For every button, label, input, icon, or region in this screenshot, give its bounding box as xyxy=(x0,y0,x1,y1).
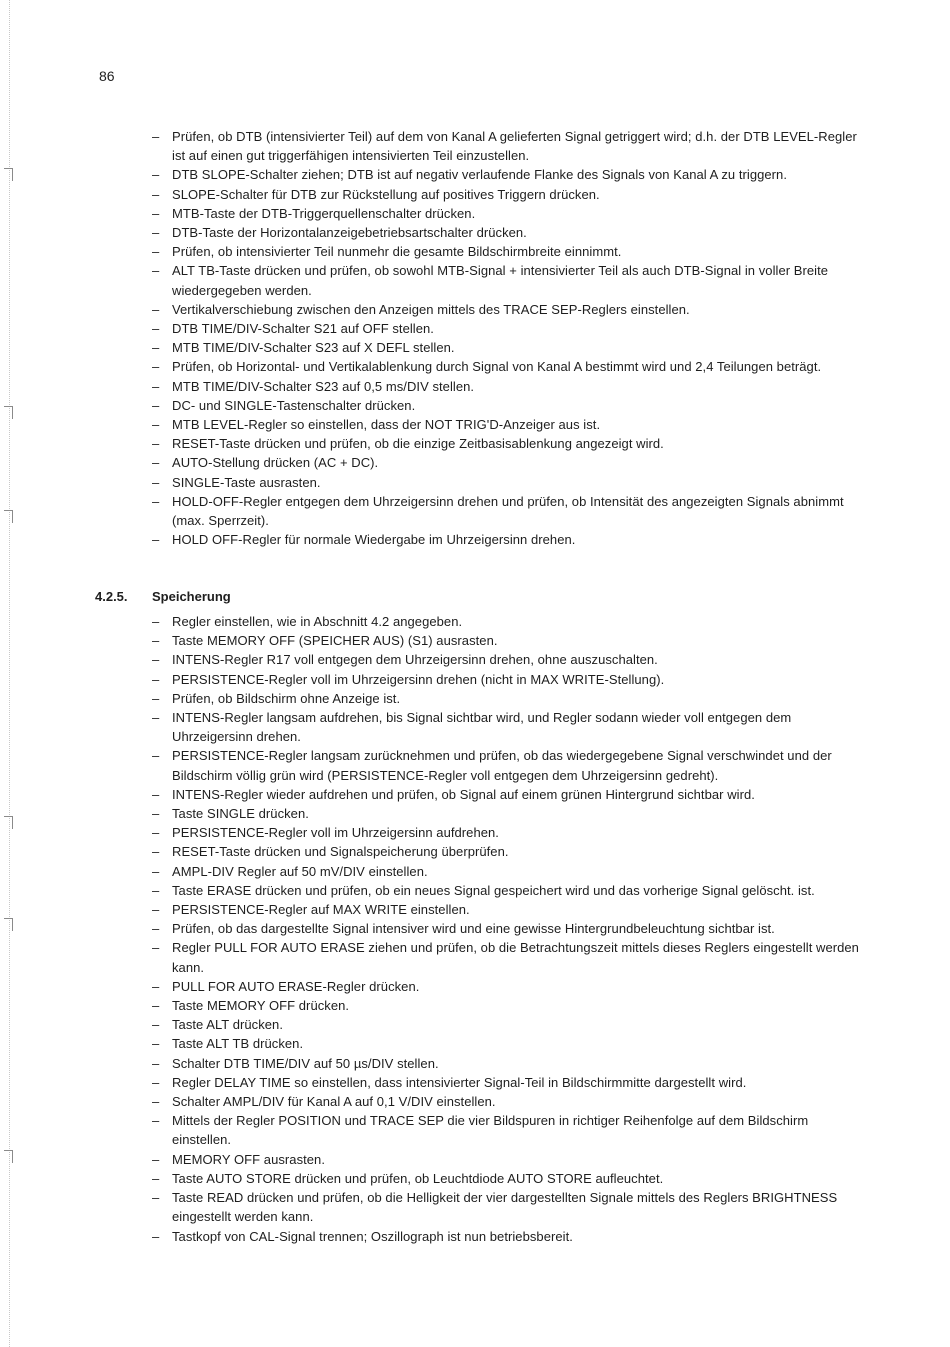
bullet-dash: – xyxy=(152,340,160,356)
bullet-dash: – xyxy=(152,359,160,375)
bullet-dash: – xyxy=(152,978,160,994)
bullet-dash: – xyxy=(152,397,160,413)
list-item xyxy=(152,338,867,357)
list-item-text: Vertikalverschiebung zwischen den Anzeigen mittels des TRACE SEP-Reglers einstellen. xyxy=(172,301,690,317)
list-item-text: PERSISTENCE-Regler voll im Uhrzeigersinn aufdrehen. xyxy=(172,825,499,841)
list-item-text: AUTO-Stellung drücken (AC + DC). xyxy=(172,455,379,471)
bullet-dash: – xyxy=(152,1055,160,1071)
list-item xyxy=(152,473,867,492)
bullet-dash: – xyxy=(152,417,160,433)
list-item-text: Prüfen, ob das dargestellte Signal intensiver wird und eine gewisse Hintergrundbeleuchtung sichtbar ist. xyxy=(172,921,775,937)
list-item-text: HOLD OFF-Regler für normale Wiedergabe im Uhrzeigersinn drehen. xyxy=(172,532,576,548)
margin-mark xyxy=(4,168,13,181)
section-heading: Speicherung xyxy=(152,589,231,604)
list-item xyxy=(152,746,867,784)
list-item xyxy=(152,708,867,746)
list-item xyxy=(152,631,867,650)
list-item-text: Schalter DTB TIME/DIV auf 50 µs/DIV stellen. xyxy=(172,1055,439,1071)
list-item-text: Prüfen, ob Horizontal- und Vertikalablenkung durch Signal von Kanal A bestimmt wird und 2,4 Teilungen beträgt. xyxy=(172,359,822,375)
bullet-dash: – xyxy=(152,1017,160,1033)
bullet-dash: – xyxy=(152,1074,160,1090)
bullet-dash: – xyxy=(152,1228,160,1244)
bullet-dash: – xyxy=(152,614,160,629)
list-item xyxy=(152,785,867,804)
list-item xyxy=(152,650,867,669)
bullet-dash: – xyxy=(152,825,160,841)
list-item-text: Taste ALT drücken. xyxy=(172,1017,283,1033)
bullet-dash: – xyxy=(152,1170,160,1186)
list-item xyxy=(152,1054,867,1073)
list-item xyxy=(152,689,867,708)
bullet-dash: – xyxy=(152,690,160,706)
margin-mark xyxy=(4,1150,13,1163)
list-item xyxy=(152,204,867,223)
list-item xyxy=(152,1227,867,1246)
left-margin-line xyxy=(9,0,10,1347)
list-item-text: Schalter AMPL/DIV für Kanal A auf 0,1 V/DIV einstellen. xyxy=(172,1094,496,1110)
bullet-dash: – xyxy=(152,882,160,898)
list-item-text: Taste READ drücken und prüfen, ob die Helligkeit der vier dargestellten Signale mittels des Reglers BRIGHTNESS eingestellt werden kann. xyxy=(172,1190,838,1225)
list-item-text: MTB LEVEL-Regler so einstellen, dass der NOT TRIG'D-Anzeiger aus ist. xyxy=(172,417,601,433)
list-item-text: RESET-Taste drücken und Signalspeicherung überprüfen. xyxy=(172,844,509,860)
list-item-text: DTB-Taste der Horizontalanzeigebetriebsartschalter drücken. xyxy=(172,225,527,241)
list-item xyxy=(152,1150,867,1169)
list-item xyxy=(152,1169,867,1188)
list-item-text: ALT TB-Taste drücken und prüfen, ob sowohl MTB-Signal + intensivierter Teil als auch DTB-Signal in voller Breite wiedergegeben werden. xyxy=(172,263,829,298)
bullet-dash: – xyxy=(152,186,160,202)
list-item xyxy=(152,1034,867,1053)
list-item xyxy=(152,1111,867,1149)
bullet-dash: – xyxy=(152,786,160,802)
list-item xyxy=(152,492,867,530)
list-item xyxy=(152,396,867,415)
list-item xyxy=(152,862,867,881)
list-item xyxy=(152,612,867,631)
bullet-dash: – xyxy=(152,710,160,726)
bullet-dash: – xyxy=(152,1190,160,1206)
list-item-text: SINGLE-Taste ausrasten. xyxy=(172,474,321,490)
list-item-text: Taste ERASE drücken und prüfen, ob ein neues Signal gespeichert wird und das vorherige Signal gelöscht. ist. xyxy=(172,882,815,898)
bullet-dash: – xyxy=(152,301,160,317)
list-item xyxy=(152,1015,867,1034)
list-item-text: MTB-Taste der DTB-Triggerquellenschalter drücken. xyxy=(172,205,476,221)
list-item-text: Prüfen, ob intensivierter Teil nunmehr die gesamte Bildschirmbreite einnimmt. xyxy=(172,244,622,260)
list-item-text: PULL FOR AUTO ERASE-Regler drücken. xyxy=(172,978,420,994)
bullet-dash: – xyxy=(152,652,160,668)
list-item xyxy=(152,919,867,938)
list-item xyxy=(152,804,867,823)
bullet-dash: – xyxy=(152,1151,160,1167)
list-item-text: Regler einstellen, wie in Abschnitt 4.2 angegeben. xyxy=(172,614,463,629)
list-item xyxy=(152,900,867,919)
list-item-text: Taste MEMORY OFF (SPEICHER AUS) (S1) ausrasten. xyxy=(172,633,498,649)
list-item xyxy=(152,1073,867,1092)
list-item-text: Taste MEMORY OFF drücken. xyxy=(172,998,350,1014)
bullet-dash: – xyxy=(152,1094,160,1110)
bullet-dash: – xyxy=(152,998,160,1014)
bullet-dash: – xyxy=(152,205,160,221)
bullet-dash: – xyxy=(152,455,160,471)
bullet-dash: – xyxy=(152,863,160,879)
bullet-dash: – xyxy=(152,633,160,649)
bullet-dash: – xyxy=(152,225,160,241)
list-item xyxy=(152,823,867,842)
margin-mark xyxy=(4,510,13,523)
list-item xyxy=(152,881,867,900)
list-item xyxy=(152,185,867,204)
storage-procedure-list xyxy=(152,612,867,1246)
list-item-text: AMPL-DIV Regler auf 50 mV/DIV einstellen. xyxy=(172,863,428,879)
list-item-text: INTENS-Regler R17 voll entgegen dem Uhrzeigersinn drehen, ohne auszuschalten. xyxy=(172,652,658,668)
bullet-dash: – xyxy=(152,748,160,764)
bullet-dash: – xyxy=(152,436,160,452)
list-item-text: DTB SLOPE-Schalter ziehen; DTB ist auf negativ verlaufende Flanke des Signals von Kanal A zu triggern. xyxy=(172,167,787,183)
margin-mark xyxy=(4,816,13,829)
list-item xyxy=(152,261,867,299)
list-item xyxy=(152,357,867,376)
section-number: 4.2.5. xyxy=(95,589,128,604)
margin-mark xyxy=(4,406,13,419)
list-item-text: Taste AUTO STORE drücken und prüfen, ob Leuchtdiode AUTO STORE aufleuchtet. xyxy=(172,1170,664,1186)
list-item xyxy=(152,319,867,338)
bullet-dash: – xyxy=(152,321,160,337)
bullet-dash: – xyxy=(152,1113,160,1129)
bullet-dash: – xyxy=(152,902,160,918)
bullet-dash: – xyxy=(152,806,160,822)
list-item-text: SLOPE-Schalter für DTB zur Rückstellung auf positives Triggern drücken. xyxy=(172,186,600,202)
list-item xyxy=(152,127,867,165)
list-item-text: MTB TIME/DIV-Schalter S23 auf 0,5 ms/DIV stellen. xyxy=(172,378,475,394)
list-item xyxy=(152,1092,867,1111)
list-item xyxy=(152,938,867,976)
bullet-dash: – xyxy=(152,1036,160,1052)
bullet-dash: – xyxy=(152,167,160,183)
bullet-dash: – xyxy=(152,940,160,956)
list-item xyxy=(152,1188,867,1226)
margin-mark xyxy=(4,918,13,931)
list-item xyxy=(152,434,867,453)
list-item xyxy=(152,453,867,472)
list-item xyxy=(152,977,867,996)
list-item xyxy=(152,670,867,689)
list-item xyxy=(152,996,867,1015)
bullet-dash: – xyxy=(152,493,160,509)
list-item-text: PERSISTENCE-Regler auf MAX WRITE einstellen. xyxy=(172,902,470,918)
list-item xyxy=(152,242,867,261)
list-item-text: Taste ALT TB drücken. xyxy=(172,1036,304,1052)
list-item-text: DC- und SINGLE-Tastenschalter drücken. xyxy=(172,397,416,413)
list-item xyxy=(152,377,867,396)
list-item-text: HOLD-OFF-Regler entgegen dem Uhrzeigersinn drehen und prüfen, ob Intensität des angezeigten Signals abnimmt (max. Sperrzeit). xyxy=(172,493,844,529)
page-number: 86 xyxy=(99,68,115,84)
list-item-text: INTENS-Regler langsam aufdrehen, bis Signal sichtbar wird, und Regler sodann wieder voll entgegen dem Uhrzeigersinn drehen. xyxy=(172,710,792,745)
procedure-list-continued xyxy=(152,127,867,549)
list-item-text: Prüfen, ob DTB (intensivierter Teil) auf dem von Kanal A gelieferten Signal getriggert wird; d.h. der DTB LEVEL-Regler ist auf einen gut triggerfähigen intensivierten Teil einzustellen. xyxy=(172,129,857,164)
list-item-text: RESET-Taste drücken und prüfen, ob die einzige Zeitbasisablenkung angezeigt wird. xyxy=(172,436,664,452)
list-item-text: Mittels der Regler POSITION und TRACE SEP die vier Bildspuren in richtiger Reihenfolge auf dem Bildschirm einstellen. xyxy=(172,1113,809,1148)
bullet-dash: – xyxy=(152,129,160,144)
list-item xyxy=(152,165,867,184)
bullet-dash: – xyxy=(152,244,160,260)
list-item xyxy=(152,223,867,242)
list-item xyxy=(152,300,867,319)
list-item-text: PERSISTENCE-Regler voll im Uhrzeigersinn drehen (nicht in MAX WRITE-Stellung). xyxy=(172,671,665,687)
list-item-text: Tastkopf von CAL-Signal trennen; Oszillograph ist nun betriebsbereit. xyxy=(172,1228,573,1244)
list-item-text: DTB TIME/DIV-Schalter S21 auf OFF stellen. xyxy=(172,321,434,337)
list-item-text: Taste SINGLE drücken. xyxy=(172,806,309,822)
bullet-dash: – xyxy=(152,378,160,394)
list-item-text: MTB TIME/DIV-Schalter S23 auf X DEFL stellen. xyxy=(172,340,455,356)
bullet-dash: – xyxy=(152,474,160,490)
list-item xyxy=(152,842,867,861)
bullet-dash: – xyxy=(152,263,160,279)
list-item-text: MEMORY OFF ausrasten. xyxy=(172,1151,325,1167)
bullet-dash: – xyxy=(152,921,160,937)
bullet-dash: – xyxy=(152,532,160,548)
list-item xyxy=(152,530,867,549)
list-item-text: PERSISTENCE-Regler langsam zurücknehmen und prüfen, ob das wiedergegebene Signal verschwindet und der Bildschirm völlig grün wird (PERSISTENCE-Regler voll entgegen dem Uhrzeigersinn gedreht). xyxy=(172,748,832,783)
list-item-text: INTENS-Regler wieder aufdrehen und prüfen, ob Signal auf einem grünen Hintergrund sichtbar wird. xyxy=(172,786,755,802)
list-item-text: Regler PULL FOR AUTO ERASE ziehen und prüfen, ob die Betrachtungszeit mittels dieses Reglers eingestellt werden kann. xyxy=(172,940,859,975)
list-item-text: Regler DELAY TIME so einstellen, dass intensivierter Signal-Teil in Bildschirmmitte dargestellt wird. xyxy=(172,1074,747,1090)
list-item xyxy=(152,415,867,434)
list-item-text: Prüfen, ob Bildschirm ohne Anzeige ist. xyxy=(172,690,401,706)
bullet-dash: – xyxy=(152,844,160,860)
bullet-dash: – xyxy=(152,671,160,687)
